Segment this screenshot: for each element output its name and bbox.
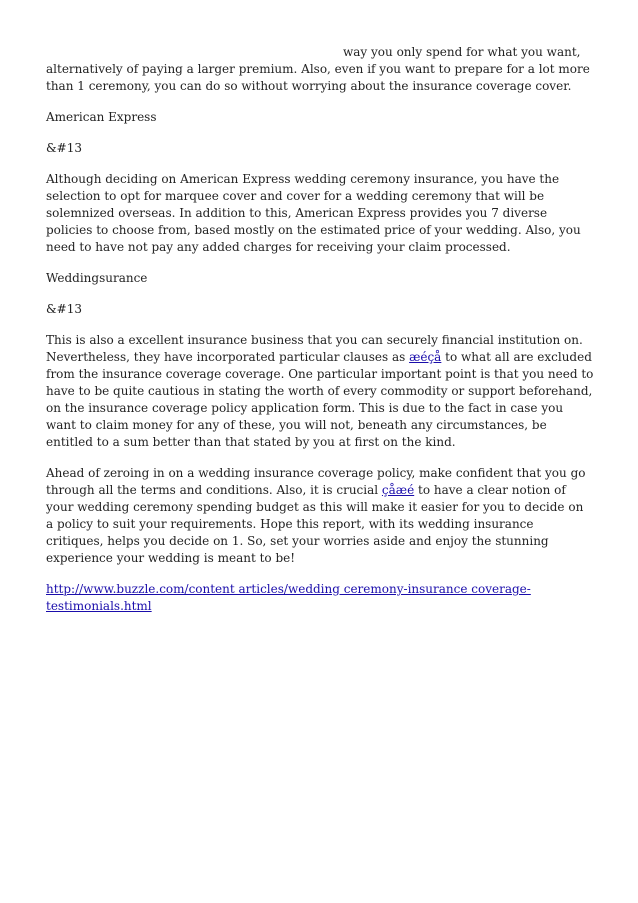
- paragraph-weddingsurance-after: to what all are excluded from the insurance coverage coverage. One particular important point is that you need to have to be quite cautious in stating the worth of every commodity or support beforehand, on the insurance coverage policy application form. This is due to the fact in case you want to claim money for any of these, you will not, beneath any circumstances, be entitled to a sum better than that stated by you at first on the kind.: [46, 350, 594, 449]
- source-link[interactable]: http://www.buzzle.com/content articles/wedding ceremony-insurance coverage-testimonials.html: [46, 582, 531, 613]
- inline-link-1[interactable]: æéçå: [409, 350, 442, 364]
- paragraph-conclusion: [46, 465, 594, 567]
- heading-weddingsurance: Weddingsurance: [46, 271, 148, 285]
- document-page: [46, 44, 594, 629]
- inline-link-2[interactable]: çåæé: [381, 483, 415, 497]
- paragraph-american-express: Although deciding on American Express wedding ceremony insurance, you have the selection to opt for marquee cover and cover for a wedding ceremony that will be solemnized overseas. In addition to this, American Express provides you 7 diverse policies to choose from, based mostly on the estimated price of your wedding. Also, you need to have not pay any added charges for receiving your claim processed.: [46, 172, 581, 254]
- paragraph-weddingsurance: [46, 332, 594, 451]
- entity-text-2: &#13: [46, 302, 83, 316]
- paragraph-conclusion-before: Ahead of zeroing in on a wedding insurance coverage policy, make confident that you go through all the terms and conditions. Also, it is crucial: [46, 466, 586, 497]
- entity-text-1: &#13: [46, 141, 83, 155]
- source-link-paragraph: [46, 581, 594, 615]
- paragraph-intro: way you only spend for what you want, alternatively of paying a larger premium. Also, even if you want to prepare for a lot more than 1 ceremony, you can do so without worrying about the insurance coverage cover.: [46, 45, 590, 93]
- paragraph-weddingsurance-before: This is also a excellent insurance business that you can securely financial institution on. Nevertheless, they have incorporated particular clauses as: [46, 333, 583, 364]
- heading-american-express: American Express: [46, 110, 157, 124]
- paragraph-conclusion-after: to have a clear notion of your wedding ceremony spending budget as this will make it easier for you to decide on a policy to suit your requirements. Hope this report, with its wedding insurance critiques, helps you decide on 1. So, set your worries aside and enjoy the stunning experience your wedding is meant to be!: [46, 483, 584, 565]
